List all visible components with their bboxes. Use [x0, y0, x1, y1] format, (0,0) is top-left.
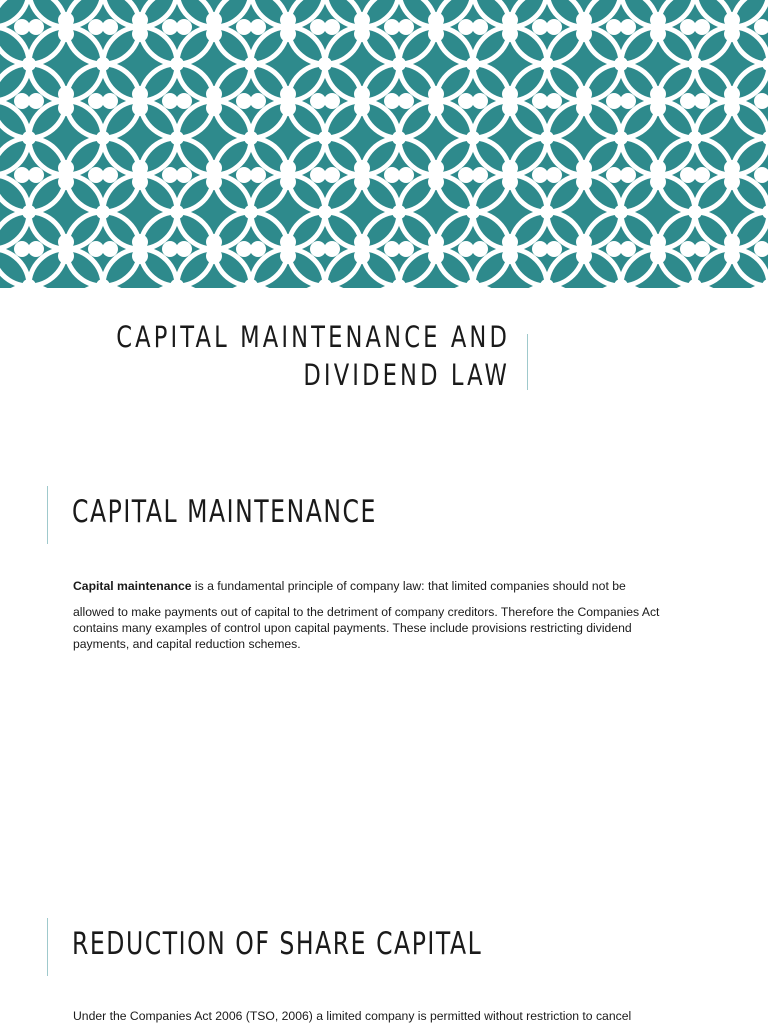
section-reduction-share-capital	[0, 918, 768, 1024]
presentation-title	[26, 318, 510, 394]
section-paragraph-first-line	[73, 578, 683, 594]
lattice-pattern	[0, 0, 768, 288]
decorative-pattern-banner	[0, 0, 768, 288]
section-paragraph: allowed to make payments out of capital to the detriment of company creditors. Therefore the Companies Act contains many examples of control upon capital payments. These include provisions restricting dividend payments, and capital reduction schemes.	[73, 605, 660, 651]
section-heading: CAPITAL MAINTENANCE	[72, 494, 377, 530]
section-accent-rule	[47, 486, 48, 544]
title-accent-rule	[527, 334, 528, 390]
title-line-1: CAPITAL MAINTENANCE AND	[116, 320, 511, 354]
title-slide	[0, 288, 768, 438]
section-heading: REDUCTION OF SHARE CAPITAL	[72, 926, 483, 962]
title-line-2: DIVIDEND LAW	[303, 358, 510, 392]
first-line-text: is a fundamental principle of company law: that limited companies should not be	[191, 579, 626, 593]
section-capital-maintenance	[0, 486, 768, 786]
section-paragraph: Under the Companies Act 2006 (TSO, 2006) a limited company is permitted without restriction to cancel	[73, 1009, 632, 1023]
bold-term: Capital maintenance	[73, 579, 192, 593]
section-accent-rule	[47, 918, 48, 976]
